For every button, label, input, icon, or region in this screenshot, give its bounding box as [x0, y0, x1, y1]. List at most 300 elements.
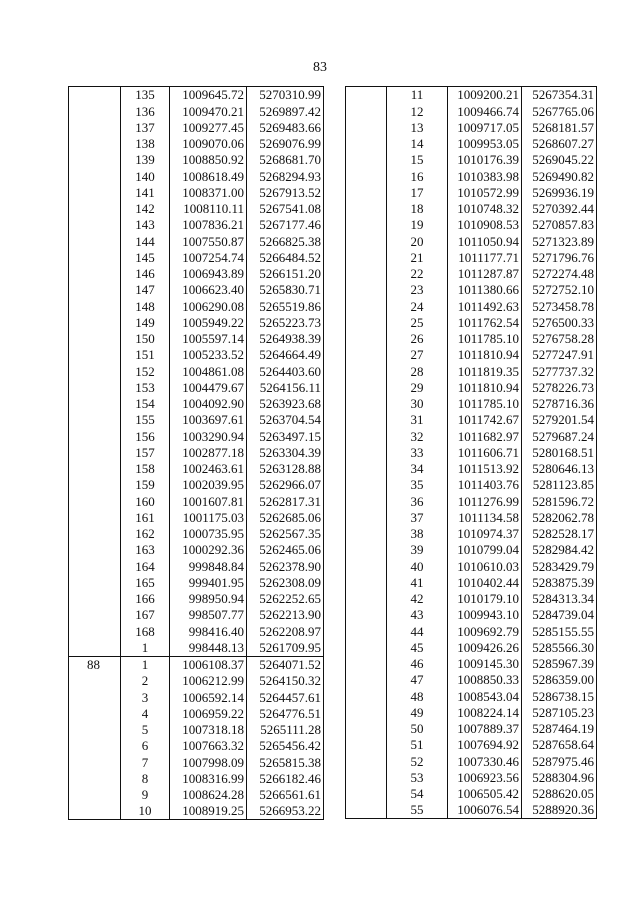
- point-number-cell: 161: [121, 510, 170, 526]
- x-coordinate-cell: 1010799.04: [448, 542, 522, 558]
- x-coordinate-cell: 1005597.14: [170, 331, 247, 347]
- x-coordinate-cell: 1002463.61: [170, 461, 247, 477]
- table-row: [69, 493, 324, 509]
- x-coordinate-cell: 1009277.45: [170, 120, 247, 136]
- x-coordinate-cell: 1011513.92: [448, 461, 522, 477]
- table-row: [69, 591, 324, 607]
- x-coordinate-cell: 1006076.54: [448, 802, 522, 819]
- section-cell: [69, 738, 121, 754]
- table-row: [346, 282, 597, 298]
- point-number-cell: 43: [387, 607, 448, 623]
- y-coordinate-cell: 5286359.00: [522, 672, 597, 688]
- point-number-cell: 10: [121, 803, 170, 820]
- point-number-cell: 1: [121, 640, 170, 657]
- table-row: [346, 87, 597, 104]
- point-number-cell: 41: [387, 575, 448, 591]
- table-row: [69, 754, 324, 770]
- y-coordinate-cell: 5269490.82: [522, 168, 597, 184]
- point-number-cell: 42: [387, 591, 448, 607]
- table-row: [69, 363, 324, 379]
- table-row: [346, 233, 597, 249]
- section-cell: [346, 607, 387, 623]
- table-row: [346, 705, 597, 721]
- section-cell: [346, 412, 387, 428]
- x-coordinate-cell: 1009645.72: [170, 87, 247, 104]
- section-cell: [346, 120, 387, 136]
- x-coordinate-cell: 1006923.56: [448, 770, 522, 786]
- section-cell: 88: [69, 656, 121, 673]
- y-coordinate-cell: 5262378.90: [247, 558, 324, 574]
- point-number-cell: 14: [387, 136, 448, 152]
- x-coordinate-cell: 1007550.87: [170, 233, 247, 249]
- section-cell: [346, 640, 387, 656]
- x-coordinate-cell: 1011785.10: [448, 331, 522, 347]
- point-number-cell: 12: [387, 103, 448, 119]
- x-coordinate-cell: 1004861.08: [170, 363, 247, 379]
- table-row: [346, 412, 597, 428]
- x-coordinate-cell: 999401.95: [170, 575, 247, 591]
- x-coordinate-cell: 1000735.95: [170, 526, 247, 542]
- x-coordinate-cell: 1008371.00: [170, 185, 247, 201]
- y-coordinate-cell: 5262308.09: [247, 575, 324, 591]
- table-row: [346, 445, 597, 461]
- table-row: [69, 380, 324, 396]
- y-coordinate-cell: 5267354.31: [522, 87, 597, 104]
- x-coordinate-cell: 998448.13: [170, 640, 247, 657]
- x-coordinate-cell: 1004479.67: [170, 380, 247, 396]
- y-coordinate-cell: 5262817.31: [247, 493, 324, 509]
- point-number-cell: 23: [387, 282, 448, 298]
- x-coordinate-cell: 1003697.61: [170, 412, 247, 428]
- x-coordinate-cell: 1006290.08: [170, 298, 247, 314]
- y-coordinate-cell: 5264403.60: [247, 363, 324, 379]
- y-coordinate-cell: 5282528.17: [522, 526, 597, 542]
- point-number-cell: 142: [121, 201, 170, 217]
- y-coordinate-cell: 5276500.33: [522, 315, 597, 331]
- y-coordinate-cell: 5284313.34: [522, 591, 597, 607]
- section-cell: [69, 722, 121, 738]
- table-row: [346, 575, 597, 591]
- table-row: [346, 542, 597, 558]
- point-number-cell: 8: [121, 771, 170, 787]
- x-coordinate-cell: 1011403.76: [448, 477, 522, 493]
- y-coordinate-cell: 5262252.65: [247, 591, 324, 607]
- x-coordinate-cell: 1006943.89: [170, 266, 247, 282]
- table-row: [346, 428, 597, 444]
- table-row: [69, 168, 324, 184]
- section-cell: [346, 558, 387, 574]
- x-coordinate-cell: 1011606.71: [448, 445, 522, 461]
- point-number-cell: 47: [387, 672, 448, 688]
- y-coordinate-cell: 5279687.24: [522, 428, 597, 444]
- section-cell: [346, 591, 387, 607]
- point-number-cell: 15: [387, 152, 448, 168]
- x-coordinate-cell: 1011276.99: [448, 493, 522, 509]
- point-number-cell: 28: [387, 363, 448, 379]
- x-coordinate-cell: 1011810.94: [448, 347, 522, 363]
- y-coordinate-cell: 5269045.22: [522, 152, 597, 168]
- x-coordinate-cell: 1009692.79: [448, 623, 522, 639]
- section-cell: [69, 412, 121, 428]
- x-coordinate-cell: 1000292.36: [170, 542, 247, 558]
- table-row: [346, 217, 597, 233]
- table-row: [69, 315, 324, 331]
- section-cell: [69, 282, 121, 298]
- x-coordinate-cell: 1010402.44: [448, 575, 522, 591]
- y-coordinate-cell: 5278226.73: [522, 380, 597, 396]
- table-row: [346, 168, 597, 184]
- point-number-cell: 5: [121, 722, 170, 738]
- y-coordinate-cell: 5265456.42: [247, 738, 324, 754]
- section-cell: [69, 315, 121, 331]
- section-cell: [69, 266, 121, 282]
- table-row: [69, 347, 324, 363]
- table-row: [346, 315, 597, 331]
- section-cell: [69, 623, 121, 639]
- table-row: [69, 201, 324, 217]
- point-number-cell: 13: [387, 120, 448, 136]
- table-row: [346, 298, 597, 314]
- table-row: [69, 120, 324, 136]
- point-number-cell: 2: [121, 673, 170, 689]
- section-cell: [346, 688, 387, 704]
- section-cell: [346, 672, 387, 688]
- point-number-cell: 137: [121, 120, 170, 136]
- table-row: [346, 103, 597, 119]
- section-cell: [346, 282, 387, 298]
- table-row: [69, 152, 324, 168]
- table-row: [69, 510, 324, 526]
- table-row: [346, 250, 597, 266]
- point-number-cell: 155: [121, 412, 170, 428]
- point-number-cell: 168: [121, 623, 170, 639]
- y-coordinate-cell: 5270392.44: [522, 201, 597, 217]
- table-row: [69, 722, 324, 738]
- x-coordinate-cell: 1005233.52: [170, 347, 247, 363]
- table-row: [69, 526, 324, 542]
- section-cell: [346, 217, 387, 233]
- section-cell: [69, 396, 121, 412]
- x-coordinate-cell: 1008618.49: [170, 168, 247, 184]
- y-coordinate-cell: 5277737.32: [522, 363, 597, 379]
- y-coordinate-cell: 5276758.28: [522, 331, 597, 347]
- table-row: [346, 558, 597, 574]
- y-coordinate-cell: 5285566.30: [522, 640, 597, 656]
- section-cell: [346, 526, 387, 542]
- table-row: [69, 266, 324, 282]
- section-cell: [346, 705, 387, 721]
- x-coordinate-cell: 998507.77: [170, 607, 247, 623]
- section-cell: [69, 787, 121, 803]
- table-row: [346, 461, 597, 477]
- section-cell: [69, 510, 121, 526]
- point-number-cell: 36: [387, 493, 448, 509]
- section-cell: [69, 493, 121, 509]
- section-cell: [69, 233, 121, 249]
- y-coordinate-cell: 5266561.61: [247, 787, 324, 803]
- table-row: [69, 656, 324, 673]
- y-coordinate-cell: 5269076.99: [247, 136, 324, 152]
- y-coordinate-cell: 5262966.07: [247, 477, 324, 493]
- section-cell: [69, 168, 121, 184]
- y-coordinate-cell: 5279201.54: [522, 412, 597, 428]
- section-cell: [69, 136, 121, 152]
- x-coordinate-cell: 1008543.04: [448, 688, 522, 704]
- point-number-cell: 19: [387, 217, 448, 233]
- table-row: [69, 738, 324, 754]
- point-number-cell: 24: [387, 298, 448, 314]
- table-row: [69, 217, 324, 233]
- section-cell: [69, 477, 121, 493]
- table-row: [69, 673, 324, 689]
- y-coordinate-cell: 5266182.46: [247, 771, 324, 787]
- table-row: [69, 607, 324, 623]
- table-row: [346, 591, 597, 607]
- x-coordinate-cell: 1011492.63: [448, 298, 522, 314]
- section-cell: [346, 461, 387, 477]
- point-number-cell: 138: [121, 136, 170, 152]
- point-number-cell: 27: [387, 347, 448, 363]
- x-coordinate-cell: 1008850.92: [170, 152, 247, 168]
- x-coordinate-cell: 1011287.87: [448, 266, 522, 282]
- point-number-cell: 3: [121, 689, 170, 705]
- y-coordinate-cell: 5269897.42: [247, 103, 324, 119]
- y-coordinate-cell: 5265111.28: [247, 722, 324, 738]
- section-cell: [346, 87, 387, 104]
- section-cell: [346, 136, 387, 152]
- point-number-cell: 149: [121, 315, 170, 331]
- section-cell: [69, 103, 121, 119]
- y-coordinate-cell: 5263923.68: [247, 396, 324, 412]
- point-number-cell: 31: [387, 412, 448, 428]
- section-cell: [346, 315, 387, 331]
- x-coordinate-cell: 1006212.99: [170, 673, 247, 689]
- table-row: [69, 412, 324, 428]
- section-cell: [346, 656, 387, 672]
- table-row: [346, 493, 597, 509]
- point-number-cell: 29: [387, 380, 448, 396]
- table-row: [346, 120, 597, 136]
- point-number-cell: 51: [387, 737, 448, 753]
- point-number-cell: 9: [121, 787, 170, 803]
- x-coordinate-cell: 998950.94: [170, 591, 247, 607]
- x-coordinate-cell: 1011134.58: [448, 510, 522, 526]
- section-cell: [346, 201, 387, 217]
- point-number-cell: 6: [121, 738, 170, 754]
- x-coordinate-cell: 1009717.05: [448, 120, 522, 136]
- table-row: [346, 802, 597, 819]
- section-cell: [69, 706, 121, 722]
- section-cell: [346, 721, 387, 737]
- point-number-cell: 11: [387, 87, 448, 104]
- x-coordinate-cell: 1009426.26: [448, 640, 522, 656]
- section-cell: [346, 428, 387, 444]
- y-coordinate-cell: 5264150.32: [247, 673, 324, 689]
- x-coordinate-cell: 1009145.30: [448, 656, 522, 672]
- section-cell: [346, 623, 387, 639]
- section-cell: [346, 753, 387, 769]
- x-coordinate-cell: 1006505.42: [448, 786, 522, 802]
- y-coordinate-cell: 5262465.06: [247, 542, 324, 558]
- section-cell: [69, 754, 121, 770]
- point-number-cell: 135: [121, 87, 170, 104]
- x-coordinate-cell: 1006959.22: [170, 706, 247, 722]
- x-coordinate-cell: 1007318.18: [170, 722, 247, 738]
- point-number-cell: 147: [121, 282, 170, 298]
- y-coordinate-cell: 5285967.39: [522, 656, 597, 672]
- point-number-cell: 21: [387, 250, 448, 266]
- section-cell: [69, 152, 121, 168]
- point-number-cell: 25: [387, 315, 448, 331]
- x-coordinate-cell: 1008110.11: [170, 201, 247, 217]
- section-cell: [346, 542, 387, 558]
- section-cell: [346, 298, 387, 314]
- y-coordinate-cell: 5262213.90: [247, 607, 324, 623]
- table-row: [69, 445, 324, 461]
- coordinate-table-left: [68, 86, 324, 820]
- section-cell: [69, 558, 121, 574]
- section-cell: [69, 771, 121, 787]
- point-number-cell: 7: [121, 754, 170, 770]
- y-coordinate-cell: 5267177.46: [247, 217, 324, 233]
- y-coordinate-cell: 5288920.36: [522, 802, 597, 819]
- point-number-cell: 151: [121, 347, 170, 363]
- point-number-cell: 48: [387, 688, 448, 704]
- y-coordinate-cell: 5285155.55: [522, 623, 597, 639]
- y-coordinate-cell: 5282062.78: [522, 510, 597, 526]
- y-coordinate-cell: 5281596.72: [522, 493, 597, 509]
- table-row: [69, 185, 324, 201]
- x-coordinate-cell: 1011380.66: [448, 282, 522, 298]
- section-cell: [346, 250, 387, 266]
- point-number-cell: 157: [121, 445, 170, 461]
- section-cell: [69, 526, 121, 542]
- x-coordinate-cell: 1011762.54: [448, 315, 522, 331]
- y-coordinate-cell: 5273458.78: [522, 298, 597, 314]
- point-number-cell: 164: [121, 558, 170, 574]
- y-coordinate-cell: 5266151.20: [247, 266, 324, 282]
- coordinate-table-right: [345, 86, 597, 819]
- x-coordinate-cell: 1010908.53: [448, 217, 522, 233]
- y-coordinate-cell: 5280168.51: [522, 445, 597, 461]
- y-coordinate-cell: 5263704.54: [247, 412, 324, 428]
- table-row: [69, 461, 324, 477]
- x-coordinate-cell: 1009953.05: [448, 136, 522, 152]
- section-cell: [346, 493, 387, 509]
- x-coordinate-cell: 1003290.94: [170, 428, 247, 444]
- section-cell: [69, 217, 121, 233]
- x-coordinate-cell: 1001175.03: [170, 510, 247, 526]
- x-coordinate-cell: 1011810.94: [448, 380, 522, 396]
- point-number-cell: 50: [387, 721, 448, 737]
- y-coordinate-cell: 5287975.46: [522, 753, 597, 769]
- point-number-cell: 33: [387, 445, 448, 461]
- y-coordinate-cell: 5263128.88: [247, 461, 324, 477]
- section-cell: [69, 347, 121, 363]
- point-number-cell: 166: [121, 591, 170, 607]
- y-coordinate-cell: 5261709.95: [247, 640, 324, 657]
- point-number-cell: 30: [387, 396, 448, 412]
- point-number-cell: 54: [387, 786, 448, 802]
- point-number-cell: 39: [387, 542, 448, 558]
- x-coordinate-cell: 1009070.06: [170, 136, 247, 152]
- y-coordinate-cell: 5269483.66: [247, 120, 324, 136]
- section-cell: [69, 575, 121, 591]
- page-number: 83: [313, 60, 327, 75]
- y-coordinate-cell: 5287105.23: [522, 705, 597, 721]
- y-coordinate-cell: 5266484.52: [247, 250, 324, 266]
- y-coordinate-cell: 5263304.39: [247, 445, 324, 461]
- point-number-cell: 16: [387, 168, 448, 184]
- y-coordinate-cell: 5271323.89: [522, 233, 597, 249]
- y-coordinate-cell: 5287658.64: [522, 737, 597, 753]
- table-row: [346, 396, 597, 412]
- section-cell: [346, 737, 387, 753]
- section-cell: [69, 331, 121, 347]
- point-number-cell: 162: [121, 526, 170, 542]
- table-row: [69, 298, 324, 314]
- x-coordinate-cell: 1009943.10: [448, 607, 522, 623]
- point-number-cell: 52: [387, 753, 448, 769]
- section-cell: [69, 689, 121, 705]
- point-number-cell: 152: [121, 363, 170, 379]
- y-coordinate-cell: 5266953.22: [247, 803, 324, 820]
- x-coordinate-cell: 1008224.14: [448, 705, 522, 721]
- y-coordinate-cell: 5267541.08: [247, 201, 324, 217]
- y-coordinate-cell: 5264664.49: [247, 347, 324, 363]
- x-coordinate-cell: 1005949.22: [170, 315, 247, 331]
- section-cell: [346, 802, 387, 819]
- y-coordinate-cell: 5263497.15: [247, 428, 324, 444]
- x-coordinate-cell: 1007836.21: [170, 217, 247, 233]
- point-number-cell: 38: [387, 526, 448, 542]
- table-row: [346, 770, 597, 786]
- point-number-cell: 53: [387, 770, 448, 786]
- y-coordinate-cell: 5272274.48: [522, 266, 597, 282]
- section-cell: [69, 120, 121, 136]
- point-number-cell: 4: [121, 706, 170, 722]
- section-cell: [69, 363, 121, 379]
- table-row: [69, 87, 324, 104]
- point-number-cell: 154: [121, 396, 170, 412]
- table-row: [346, 786, 597, 802]
- x-coordinate-cell: 1002039.95: [170, 477, 247, 493]
- section-cell: [69, 428, 121, 444]
- y-coordinate-cell: 5281123.85: [522, 477, 597, 493]
- table-row: [346, 347, 597, 363]
- x-coordinate-cell: 1011682.97: [448, 428, 522, 444]
- point-number-cell: 26: [387, 331, 448, 347]
- table-row: [346, 688, 597, 704]
- section-cell: [69, 591, 121, 607]
- point-number-cell: 49: [387, 705, 448, 721]
- x-coordinate-cell: 1010383.98: [448, 168, 522, 184]
- point-number-cell: 145: [121, 250, 170, 266]
- y-coordinate-cell: 5268181.57: [522, 120, 597, 136]
- table-row: [69, 477, 324, 493]
- section-cell: [346, 185, 387, 201]
- y-coordinate-cell: 5265815.38: [247, 754, 324, 770]
- point-number-cell: 22: [387, 266, 448, 282]
- x-coordinate-cell: 1006623.40: [170, 282, 247, 298]
- point-number-cell: 141: [121, 185, 170, 201]
- section-cell: [346, 510, 387, 526]
- point-number-cell: 159: [121, 477, 170, 493]
- x-coordinate-cell: 1007889.37: [448, 721, 522, 737]
- section-cell: [69, 607, 121, 623]
- section-cell: [69, 640, 121, 657]
- table-row: [69, 428, 324, 444]
